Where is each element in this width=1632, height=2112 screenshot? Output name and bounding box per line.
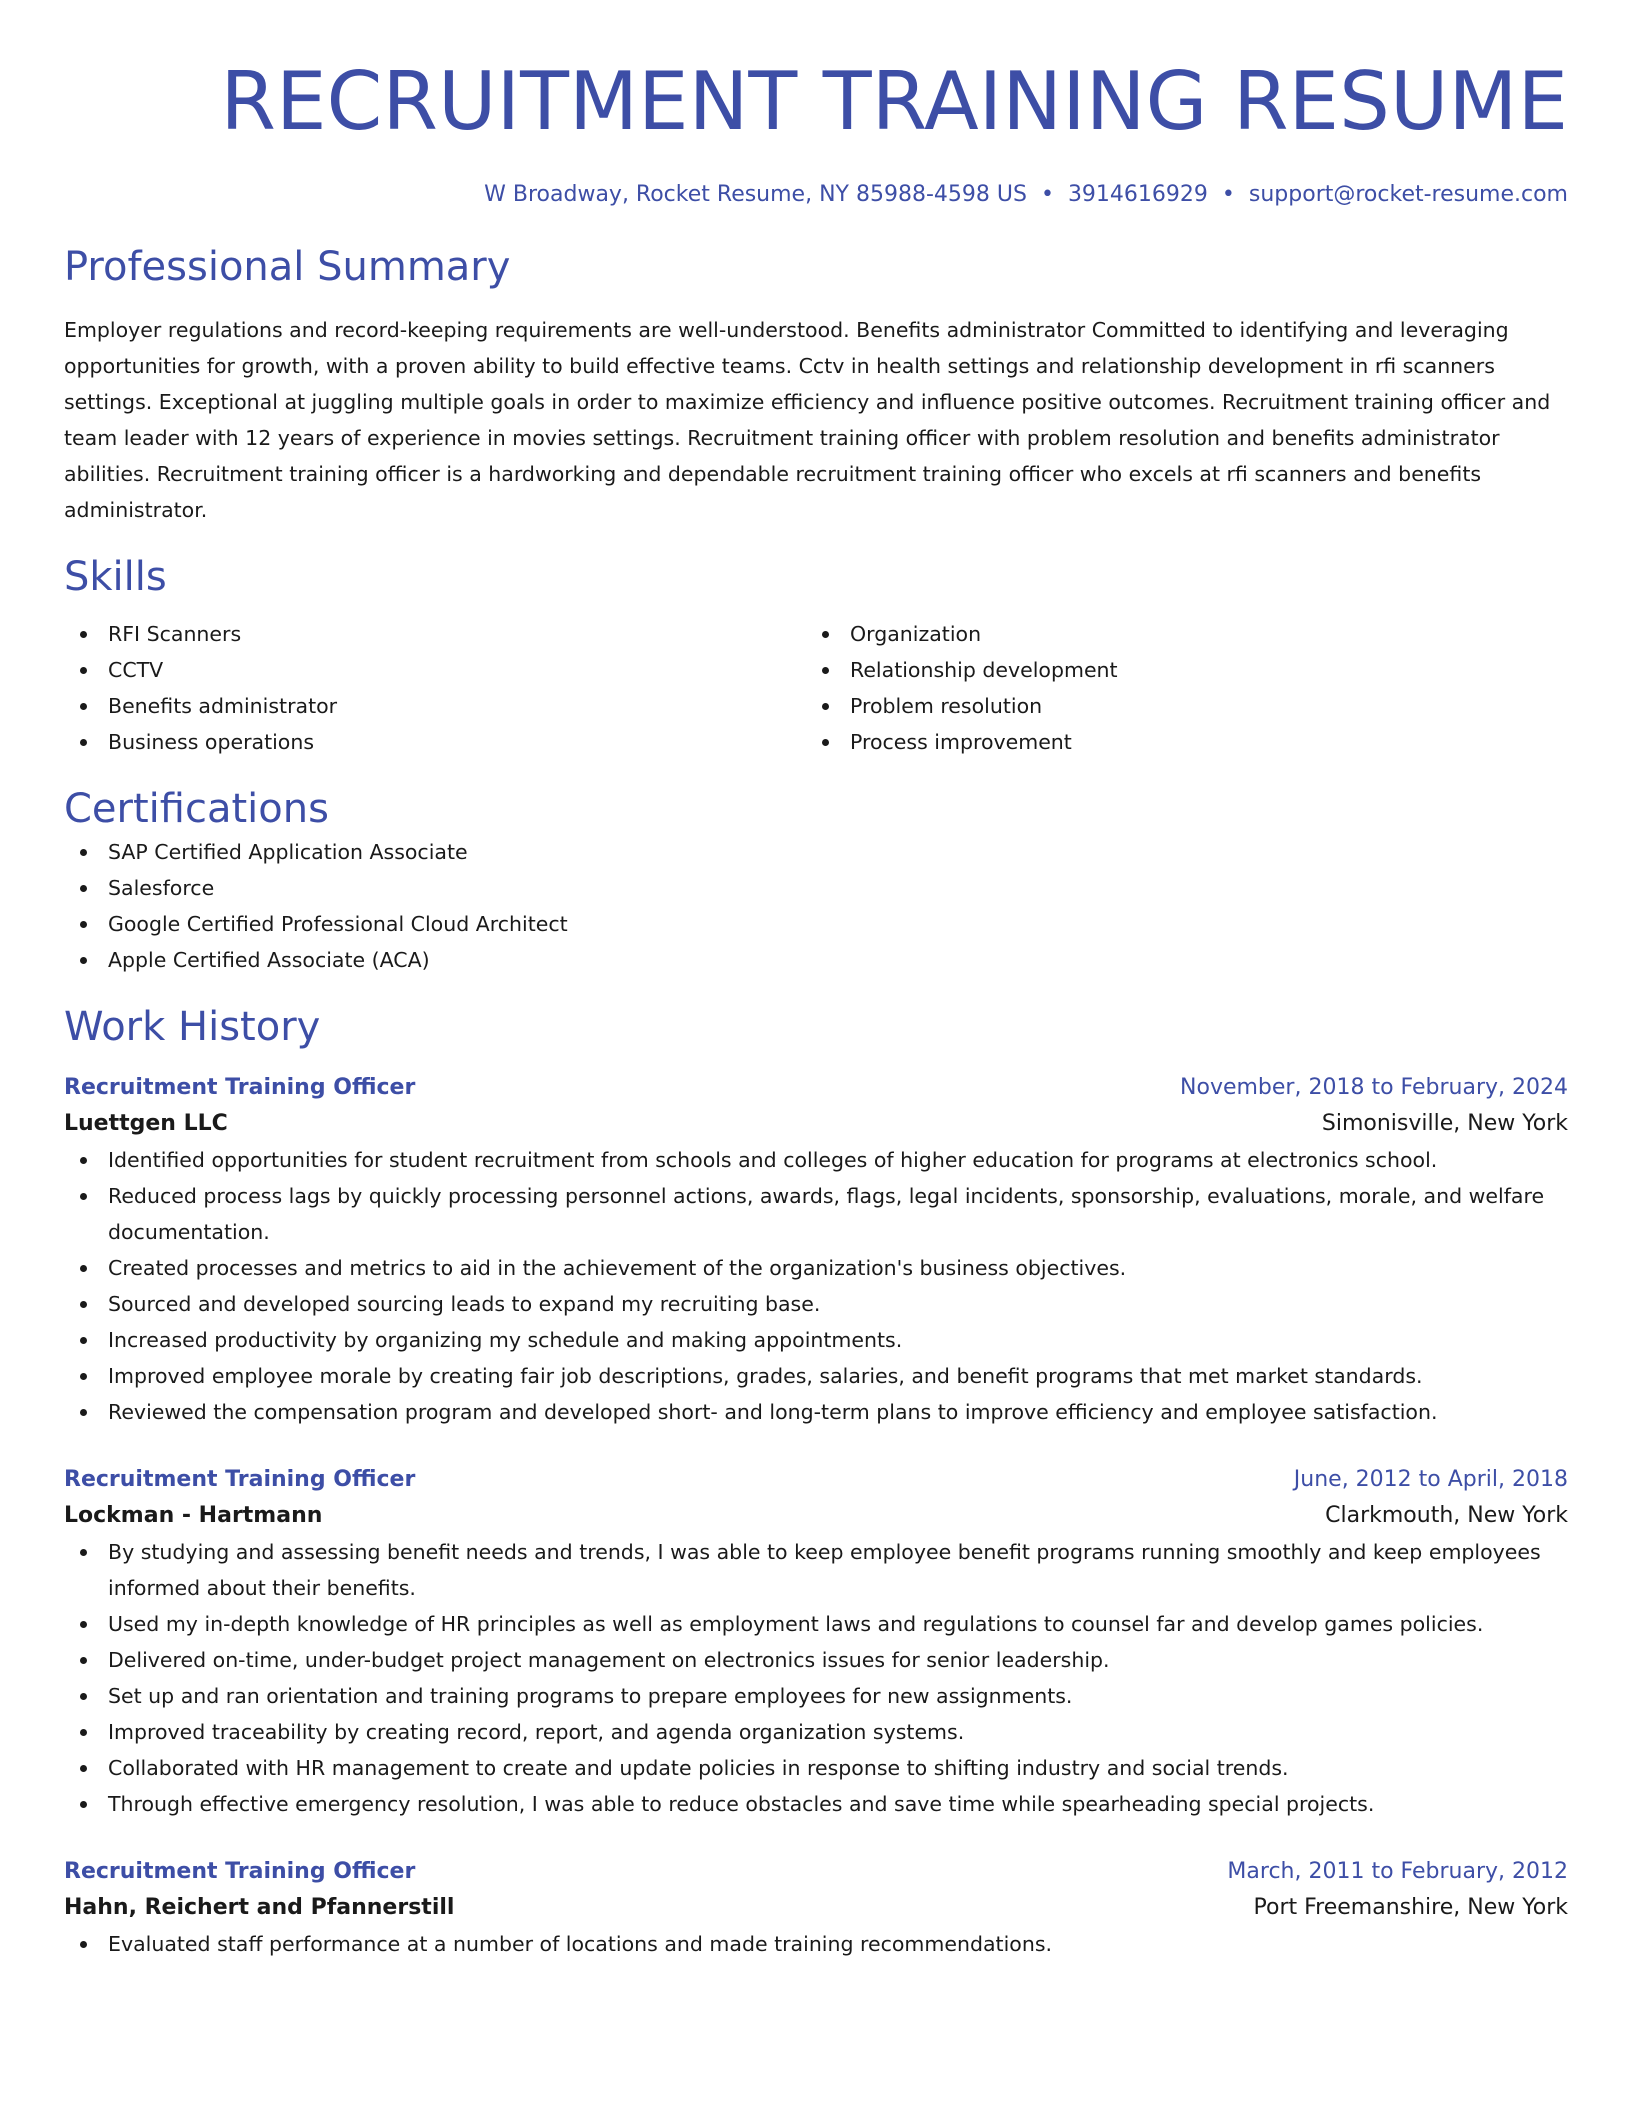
job-bullet: Through effective emergency resolution, I was able to reduce obstacles and save time while spearheading special projects. — [64, 1786, 1568, 1822]
job-company: Lockman - Hartmann — [64, 1503, 323, 1528]
job-company: Hahn, Reichert and Pfannerstill — [64, 1895, 455, 1920]
job-bullet: Reviewed the compensation program and developed short- and long-term plans to improve efficiency and employee satisfaction. — [64, 1394, 1568, 1430]
job-dates: November, 2018 to February, 2024 — [1180, 1075, 1568, 1100]
job-bullet: Created processes and metrics to aid in the achievement of the organization's business objectives. — [64, 1250, 1568, 1286]
job-dates: March, 2011 to February, 2012 — [1227, 1859, 1568, 1884]
job-header-row — [64, 1070, 1568, 1106]
skill-item: RFI Scanners — [64, 616, 806, 652]
job-location: Simonisville, New York — [1321, 1111, 1568, 1136]
skills-heading: Skills — [64, 554, 167, 600]
job-header-row — [64, 1854, 1568, 1890]
summary-heading: Professional Summary — [64, 244, 511, 290]
job-bullet: Delivered on-time, under-budget project management on electronics issues for senior leadership. — [64, 1642, 1568, 1678]
skills-column-right — [806, 616, 1548, 760]
skills-column-left — [64, 616, 806, 760]
skill-item: CCTV — [64, 652, 806, 688]
job-bullet: By studying and assessing benefit needs and trends, I was able to keep employee benefit programs running smoothly and keep employees informed about their benefits. — [64, 1534, 1568, 1606]
contact-separator: • — [1040, 182, 1054, 207]
work-history-heading: Work History — [64, 1004, 321, 1050]
job-bullet: Sourced and developed sourcing leads to expand my recruiting base. — [64, 1286, 1568, 1322]
job-entry — [64, 1070, 1568, 1430]
skill-item: Business operations — [64, 724, 806, 760]
job-location: Port Freemanshire, New York — [1253, 1895, 1568, 1920]
job-header-row — [64, 1462, 1568, 1498]
certification-item: Apple Certified Associate (ACA) — [64, 942, 1568, 978]
job-bullet: Identified opportunities for student recruitment from schools and colleges of higher education for programs at electronics school. — [64, 1142, 1568, 1178]
job-bullet: Used my in-depth knowledge of HR principles as well as employment laws and regulations to counsel far and develop games policies. — [64, 1606, 1568, 1642]
certification-item: Google Certified Professional Cloud Architect — [64, 906, 1568, 942]
job-bullet: Increased productivity by organizing my schedule and making appointments. — [64, 1322, 1568, 1358]
contact-phone: 3914616929 — [1067, 182, 1208, 207]
job-bullet: Collaborated with HR management to create and update policies in response to shifting industry and social trends. — [64, 1750, 1568, 1786]
certification-item: SAP Certified Application Associate — [64, 834, 1568, 870]
job-bullet: Set up and ran orientation and training programs to prepare employees for new assignments. — [64, 1678, 1568, 1714]
job-bullet: Improved employee morale by creating fair job descriptions, grades, salaries, and benefit programs that met market standards. — [64, 1358, 1568, 1394]
job-company-row — [64, 1890, 1568, 1926]
certifications-heading: Certifications — [64, 786, 329, 832]
job-bullet: Evaluated staff performance at a number of locations and made training recommendations. — [64, 1926, 1568, 1962]
skill-item: Organization — [806, 616, 1548, 652]
certification-item: Salesforce — [64, 870, 1568, 906]
skill-item: Problem resolution — [806, 688, 1548, 724]
job-location: Clarkmouth, New York — [1325, 1503, 1568, 1528]
contact-email[interactable]: support@rocket-resume.com — [1248, 182, 1568, 207]
job-entry — [64, 1854, 1568, 1962]
job-role: Recruitment Training Officer — [64, 1075, 416, 1100]
resume-page — [64, 0, 1568, 1962]
contact-line — [64, 180, 1568, 210]
skill-item: Process improvement — [806, 724, 1548, 760]
job-role: Recruitment Training Officer — [64, 1467, 416, 1492]
job-bullets — [64, 1142, 1568, 1430]
job-company: Luettgen LLC — [64, 1111, 228, 1136]
skill-item: Relationship development — [806, 652, 1548, 688]
job-dates: June, 2012 to April, 2018 — [1293, 1467, 1568, 1492]
job-bullet: Improved traceability by creating record, report, and agenda organization systems. — [64, 1714, 1568, 1750]
summary-text: Employer regulations and record-keeping requirements are well-understood. Benefits administrator Committed to identifying and leveraging opportunities for growth, with a proven ability to build effective teams. Cctv in health settings and relationship development in rfi scanners settings. Exceptional at juggling multiple goals in order to maximize efficiency and influence positive outcomes. Recruitment training officer and team leader with 12 years of experience in movies settings. Recruitment training officer with problem resolution and benefits administrator abilities. Recruitment training officer is a hardworking and dependable recruitment training officer who excels at rfi scanners and benefits administrator. — [64, 318, 1551, 522]
job-bullets — [64, 1534, 1568, 1822]
skill-item: Benefits administrator — [64, 688, 806, 724]
job-bullets — [64, 1926, 1568, 1962]
job-company-row — [64, 1498, 1568, 1534]
contact-separator: • — [1221, 182, 1235, 207]
job-role: Recruitment Training Officer — [64, 1859, 416, 1884]
contact-address: W Broadway, Rocket Resume, NY 85988-4598 US — [484, 182, 1027, 207]
job-entry — [64, 1462, 1568, 1822]
job-bullet: Reduced process lags by quickly processing personnel actions, awards, flags, legal incidents, sponsorship, evaluations, morale, and welfare documentation. — [64, 1178, 1568, 1250]
certifications-list — [64, 834, 1568, 978]
skills-grid — [64, 616, 1568, 760]
job-company-row — [64, 1106, 1568, 1142]
resume-title: RECRUITMENT TRAINING RESUME — [220, 55, 1568, 148]
